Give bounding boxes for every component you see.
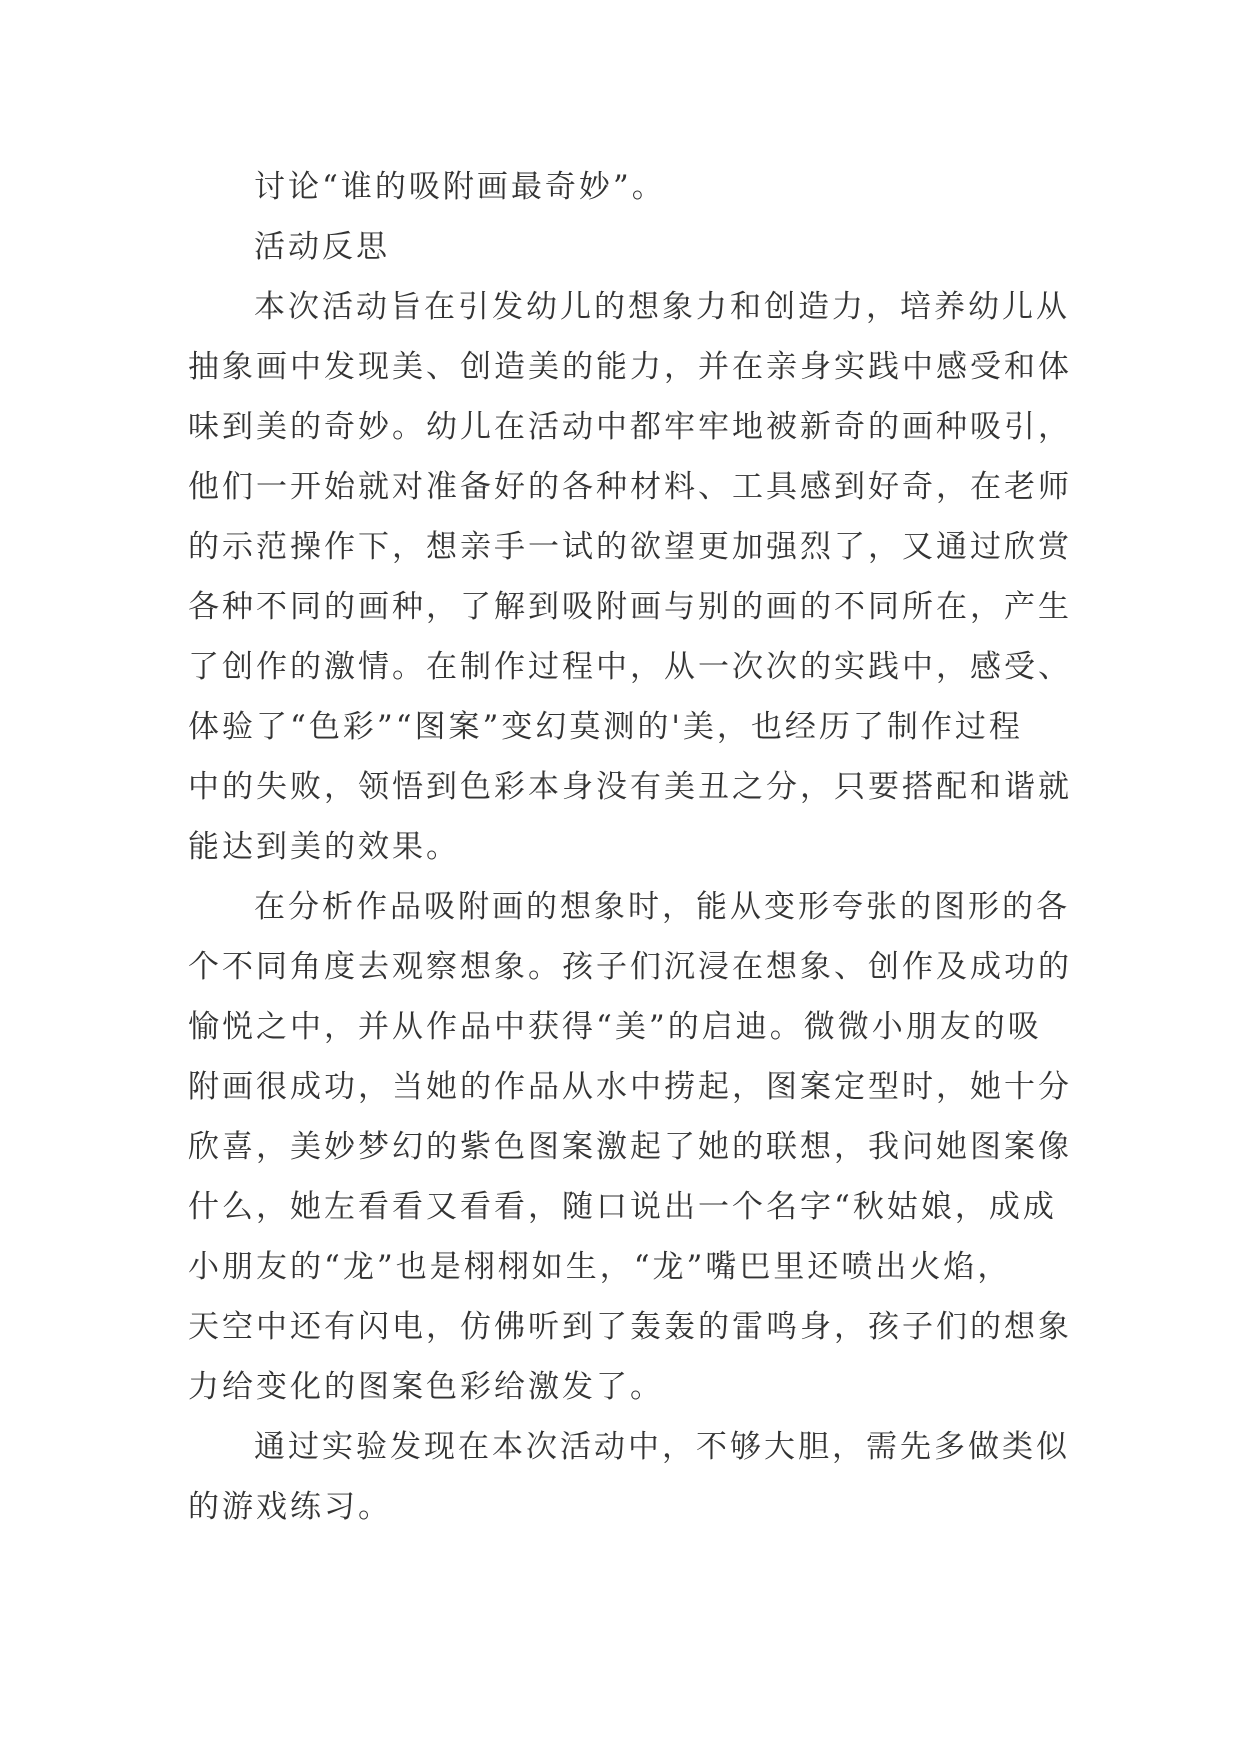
text-line: 他们一开始就对准备好的各种材料、工具感到好奇，在老师 bbox=[188, 469, 1072, 505]
text-line: 味到美的奇妙。幼儿在活动中都牢牢地被新奇的画种吸引， bbox=[188, 409, 1072, 445]
paragraph-reflection-2 bbox=[188, 877, 1072, 1417]
text-line: 个不同角度去观察想象。孩子们沉浸在想象、创作及成功的 bbox=[188, 949, 1072, 985]
text-line: 的示范操作下，想亲手一试的欲望更加强烈了，又通过欣赏 bbox=[188, 529, 1072, 565]
text-line: 讨论“谁的吸附画最奇妙”。 bbox=[254, 169, 666, 205]
paragraph-discussion bbox=[188, 157, 1068, 217]
text-line: 体验了“色彩”“图案”变幻莫测的'美，也经历了制作过程 bbox=[188, 709, 1023, 745]
text-line: 在分析作品吸附画的想象时，能从变形夸张的图形的各 bbox=[254, 889, 1070, 925]
paragraph-reflection-1 bbox=[188, 277, 1072, 877]
text-line: 力给变化的图案色彩给激发了。 bbox=[188, 1369, 664, 1405]
text-line: 抽象画中发现美、创造美的能力，并在亲身实践中感受和体 bbox=[188, 349, 1072, 385]
text-line: 中的失败，领悟到色彩本身没有美丑之分，只要搭配和谐就 bbox=[188, 769, 1072, 805]
text-line: 什么，她左看看又看看，随口说出一个名字“秋姑娘，成成 bbox=[188, 1189, 1057, 1225]
heading-text: 活动反思 bbox=[254, 229, 390, 265]
paragraph-reflection-3 bbox=[188, 1417, 1068, 1537]
text-line: 通过实验发现在本次活动中，不够大胆，需先多做类似 bbox=[254, 1429, 1070, 1465]
document-body bbox=[188, 157, 1072, 1537]
text-line: 了创作的激情。在制作过程中，从一次次的实践中，感受、 bbox=[188, 649, 1072, 685]
text-line: 欣喜，美妙梦幻的紫色图案激起了她的联想，我问她图案像 bbox=[188, 1129, 1072, 1165]
section-heading-reflection bbox=[188, 217, 1068, 277]
text-line: 的游戏练习。 bbox=[188, 1489, 392, 1525]
text-line: 小朋友的“龙”也是栩栩如生，“龙”嘴巴里还喷出火焰， bbox=[188, 1249, 1012, 1285]
text-line: 天空中还有闪电，仿佛听到了轰轰的雷鸣身，孩子们的想象 bbox=[188, 1309, 1072, 1345]
text-line: 本次活动旨在引发幼儿的想象力和创造力，培养幼儿从 bbox=[254, 289, 1070, 325]
text-line: 各种不同的画种，了解到吸附画与别的画的不同所在，产生 bbox=[188, 589, 1072, 625]
text-line: 附画很成功，当她的作品从水中捞起，图案定型时，她十分 bbox=[188, 1069, 1072, 1105]
text-line: 能达到美的效果。 bbox=[188, 829, 460, 865]
text-line: 愉悦之中，并从作品中获得“美”的启迪。微微小朋友的吸 bbox=[188, 1009, 1042, 1045]
